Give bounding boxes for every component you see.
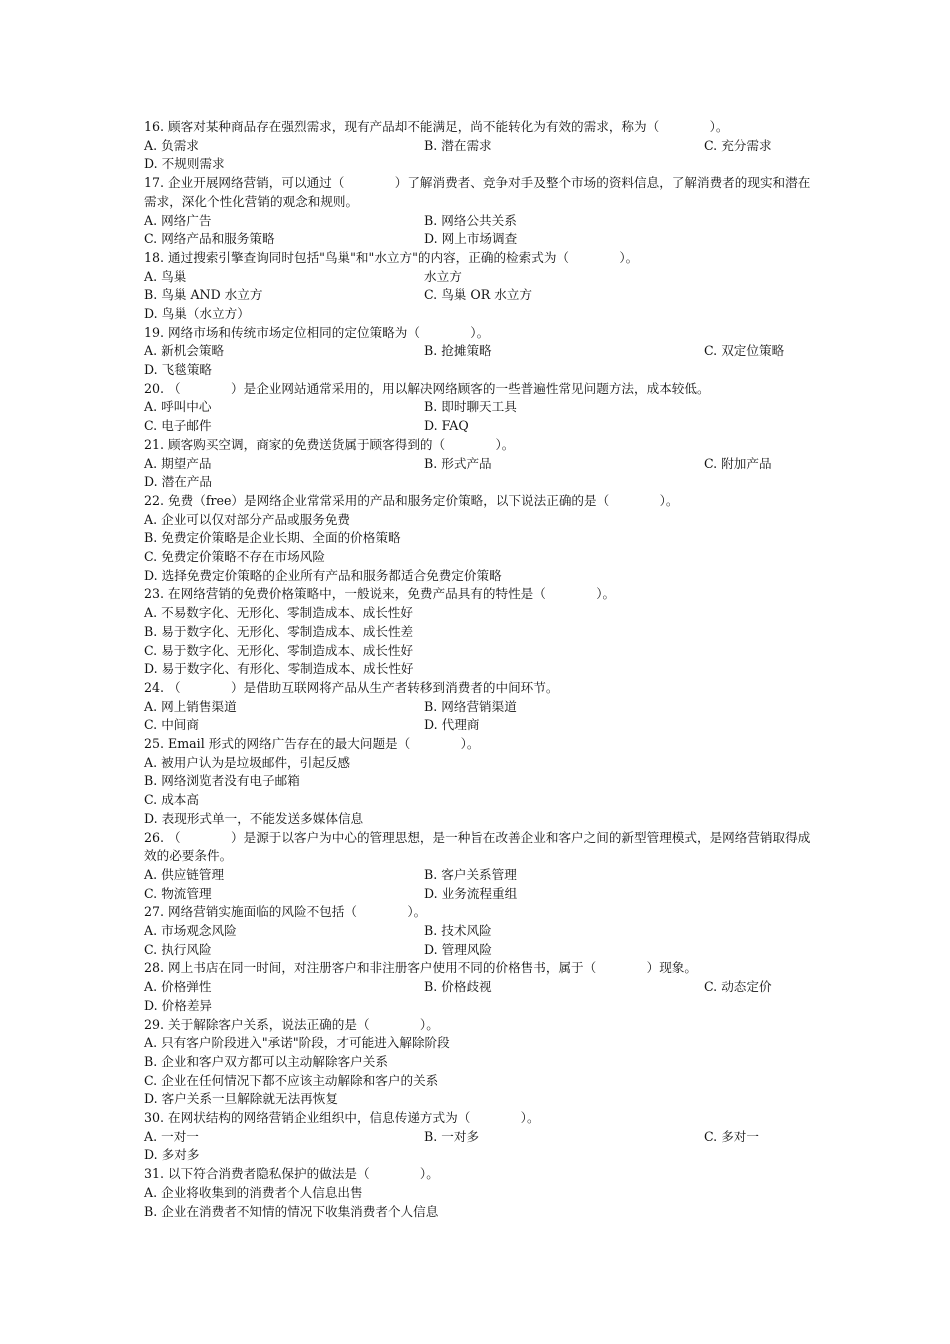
option-row bbox=[144, 885, 812, 904]
answer-option: C. 企业在任何情况下都不应该主动解除和客户的关系 bbox=[144, 1072, 439, 1088]
question-stem: 24. （ ）是借助互联网将产品从生产者转移到消费者的中间环节。 bbox=[144, 679, 559, 695]
answer-option: B. 即时聊天工具 bbox=[424, 399, 517, 415]
option-row bbox=[144, 698, 812, 717]
question-block bbox=[144, 959, 812, 1015]
answer-option: C. 免费定价策略不存在市场风险 bbox=[144, 549, 325, 565]
answer-option: C. 充分需求 bbox=[704, 137, 772, 153]
answer-option: D. 客户关系一旦解除就无法再恢复 bbox=[144, 1091, 338, 1107]
answer-option: D. 易于数字化、有形化、零制造成本、成长性好 bbox=[144, 661, 414, 677]
answer-option: B. 网络浏览者没有电子邮箱 bbox=[144, 773, 300, 789]
option-row bbox=[144, 978, 812, 997]
answer-option: D. 鸟巢（水立方） bbox=[144, 305, 250, 321]
answer-option: A. 网上销售渠道 bbox=[144, 698, 237, 714]
answer-option: A. 鸟巢 bbox=[144, 268, 187, 284]
answer-option: A. 呼叫中心 bbox=[144, 399, 212, 415]
answer-option: A. 企业将收集到的消费者个人信息出售 bbox=[144, 1184, 363, 1200]
option-row bbox=[144, 716, 812, 735]
question-block bbox=[144, 679, 812, 735]
option-row bbox=[144, 455, 812, 474]
question-stem: 22. 免费（free）是网络企业常常采用的产品和服务定价策略，以下说法正确的是（ ）。 bbox=[144, 492, 679, 508]
question-stem: 28. 网上书店在同一时间，对注册客户和非注册客户使用不同的价格售书，属于（ ）现象。 bbox=[144, 960, 697, 976]
answer-option: B. 企业在消费者不知情的情况下收集消费者个人信息 bbox=[144, 1203, 439, 1219]
answer-option: B. 鸟巢 AND 水立方 bbox=[144, 287, 263, 303]
question-block bbox=[144, 829, 812, 904]
option-row bbox=[144, 922, 812, 941]
answer-option: A. 企业可以仅对部分产品或服务免费 bbox=[144, 511, 351, 527]
answer-option: B. 潜在需求 bbox=[424, 137, 492, 153]
answer-option: D. 网上市场调查 bbox=[424, 231, 518, 247]
answer-option: C. 鸟巢 OR 水立方 bbox=[424, 287, 532, 303]
answer-option: C. 执行风险 bbox=[144, 941, 212, 957]
question-stem: 25. Email 形式的网络广告存在的最大问题是（ ）。 bbox=[144, 736, 480, 752]
answer-option: D. 飞毯策略 bbox=[144, 362, 213, 378]
answer-option: D. FAQ bbox=[424, 418, 469, 434]
question-block bbox=[144, 1109, 812, 1165]
question-page bbox=[144, 118, 812, 1221]
answer-option: C. 多对一 bbox=[704, 1128, 759, 1144]
answer-option: D. 代理商 bbox=[424, 717, 480, 733]
answer-option: 水立方 bbox=[424, 268, 462, 284]
answer-option: D. 潜在产品 bbox=[144, 474, 213, 490]
answer-option: C. 中间商 bbox=[144, 717, 199, 733]
answer-option: D. 表现形式单一，不能发送多媒体信息 bbox=[144, 810, 364, 826]
answer-option: B. 网络营销渠道 bbox=[424, 698, 517, 714]
option-row bbox=[144, 286, 812, 305]
answer-option: A. 负需求 bbox=[144, 137, 199, 153]
option-row bbox=[144, 212, 812, 231]
question-block bbox=[144, 174, 812, 249]
answer-option: A. 不易数字化、无形化、零制造成本、成长性好 bbox=[144, 605, 413, 621]
question-stem: 27. 网络营销实施面临的风险不包括（ ）。 bbox=[144, 904, 427, 920]
question-block bbox=[144, 118, 812, 174]
answer-option: D. 管理风险 bbox=[424, 941, 493, 957]
answer-option: B. 形式产品 bbox=[424, 455, 492, 471]
answer-option: A. 价格弹性 bbox=[144, 979, 212, 995]
answer-option: A. 供应链管理 bbox=[144, 866, 225, 882]
answer-option: C. 动态定价 bbox=[704, 979, 772, 995]
question-block bbox=[144, 1016, 812, 1110]
question-stem: 18. 通过搜索引擎查询同时包括"鸟巢"和"水立方"的内容，正确的检索式为（ ）。 bbox=[144, 249, 639, 265]
answer-option: B. 一对多 bbox=[424, 1128, 480, 1144]
question-stem: 23. 在网络营销的免费价格策略中，一般说来，免费产品具有的特性是（ ）。 bbox=[144, 586, 616, 602]
question-block bbox=[144, 249, 812, 324]
question-block bbox=[144, 380, 812, 436]
answer-option: B. 技术风险 bbox=[424, 923, 492, 939]
question-block bbox=[144, 903, 812, 959]
answer-option: A. 一对一 bbox=[144, 1128, 199, 1144]
answer-option: C. 物流管理 bbox=[144, 885, 212, 901]
answer-option: D. 不规则需求 bbox=[144, 156, 225, 172]
answer-option: A. 被用户认为是垃圾邮件，引起反感 bbox=[144, 754, 351, 770]
answer-option: B. 易于数字化、无形化、零制造成本、成长性差 bbox=[144, 623, 414, 639]
answer-option: C. 易于数字化、无形化、零制造成本、成长性好 bbox=[144, 642, 414, 658]
answer-option: D. 选择免费定价策略的企业所有产品和服务都适合免费定价策略 bbox=[144, 567, 502, 583]
answer-option: C. 网络产品和服务策略 bbox=[144, 231, 275, 247]
answer-option: C. 电子邮件 bbox=[144, 418, 212, 434]
question-block bbox=[144, 585, 812, 679]
answer-option: D. 业务流程重组 bbox=[424, 885, 518, 901]
question-stem: 19. 网络市场和传统市场定位相同的定位策略为（ ）。 bbox=[144, 324, 490, 340]
answer-option: C. 成本高 bbox=[144, 792, 199, 808]
question-block bbox=[144, 436, 812, 492]
question-block bbox=[144, 324, 812, 380]
answer-option: D. 价格差异 bbox=[144, 997, 213, 1013]
answer-option: B. 企业和客户双方都可以主动解除客户关系 bbox=[144, 1053, 388, 1069]
question-stem: 30. 在网状结构的网络营销企业组织中，信息传递方式为（ ）。 bbox=[144, 1110, 540, 1126]
question-stem: 26. （ ）是源于以客户为中心的管理思想，是一种旨在改善企业和客户之间的新型管理模式，是网络营销取得成效的必要条件。 bbox=[144, 829, 811, 864]
question-block bbox=[144, 492, 812, 586]
option-row bbox=[144, 137, 812, 156]
answer-option: D. 多对多 bbox=[144, 1147, 200, 1163]
answer-option: B. 网络公共关系 bbox=[424, 212, 517, 228]
question-block bbox=[144, 735, 812, 829]
option-row bbox=[144, 342, 812, 361]
question-stem: 29. 关于解除客户关系，说法正确的是（ ）。 bbox=[144, 1016, 439, 1032]
option-row bbox=[144, 941, 812, 960]
answer-option: A. 新机会策略 bbox=[144, 343, 225, 359]
answer-option: A. 只有客户阶段进入"承诺"阶段，才可能进入解除阶段 bbox=[144, 1035, 450, 1051]
answer-option: C. 双定位策略 bbox=[704, 343, 785, 359]
question-stem: 31. 以下符合消费者隐私保护的做法是（ ）。 bbox=[144, 1166, 439, 1182]
question-stem: 16. 顾客对某种商品存在强烈需求，现有产品却不能满足，尚不能转化为有效的需求，称为（ ）。 bbox=[144, 119, 729, 134]
answer-option: C. 附加产品 bbox=[704, 455, 772, 471]
option-row bbox=[144, 398, 812, 417]
option-row bbox=[144, 268, 812, 287]
question-block bbox=[144, 1165, 812, 1221]
answer-option: B. 客户关系管理 bbox=[424, 866, 517, 882]
question-stem: 20. （ ）是企业网站通常采用的，用以解决网络顾客的一些普遍性常见问题方法，成本较低。 bbox=[144, 380, 710, 396]
option-row bbox=[144, 866, 812, 885]
answer-option: B. 价格歧视 bbox=[424, 979, 492, 995]
answer-option: B. 抢摊策略 bbox=[424, 343, 492, 359]
question-stem: 17. 企业开展网络营销，可以通过（ ）了解消费者、竞争对手及整个市场的资料信息，了解消费者的现实和潜在需求，深化个性化营销的观念和规则。 bbox=[144, 175, 811, 209]
option-row bbox=[144, 1128, 812, 1147]
answer-option: A. 期望产品 bbox=[144, 455, 212, 471]
option-row bbox=[144, 417, 812, 436]
answer-option: B. 免费定价策略是企业长期、全面的价格策略 bbox=[144, 530, 401, 546]
option-row bbox=[144, 230, 812, 249]
answer-option: A. 市场观念风险 bbox=[144, 923, 237, 939]
answer-option: A. 网络广告 bbox=[144, 212, 212, 228]
question-stem: 21. 顾客购买空调，商家的免费送货属于顾客得到的（ ）。 bbox=[144, 436, 515, 452]
